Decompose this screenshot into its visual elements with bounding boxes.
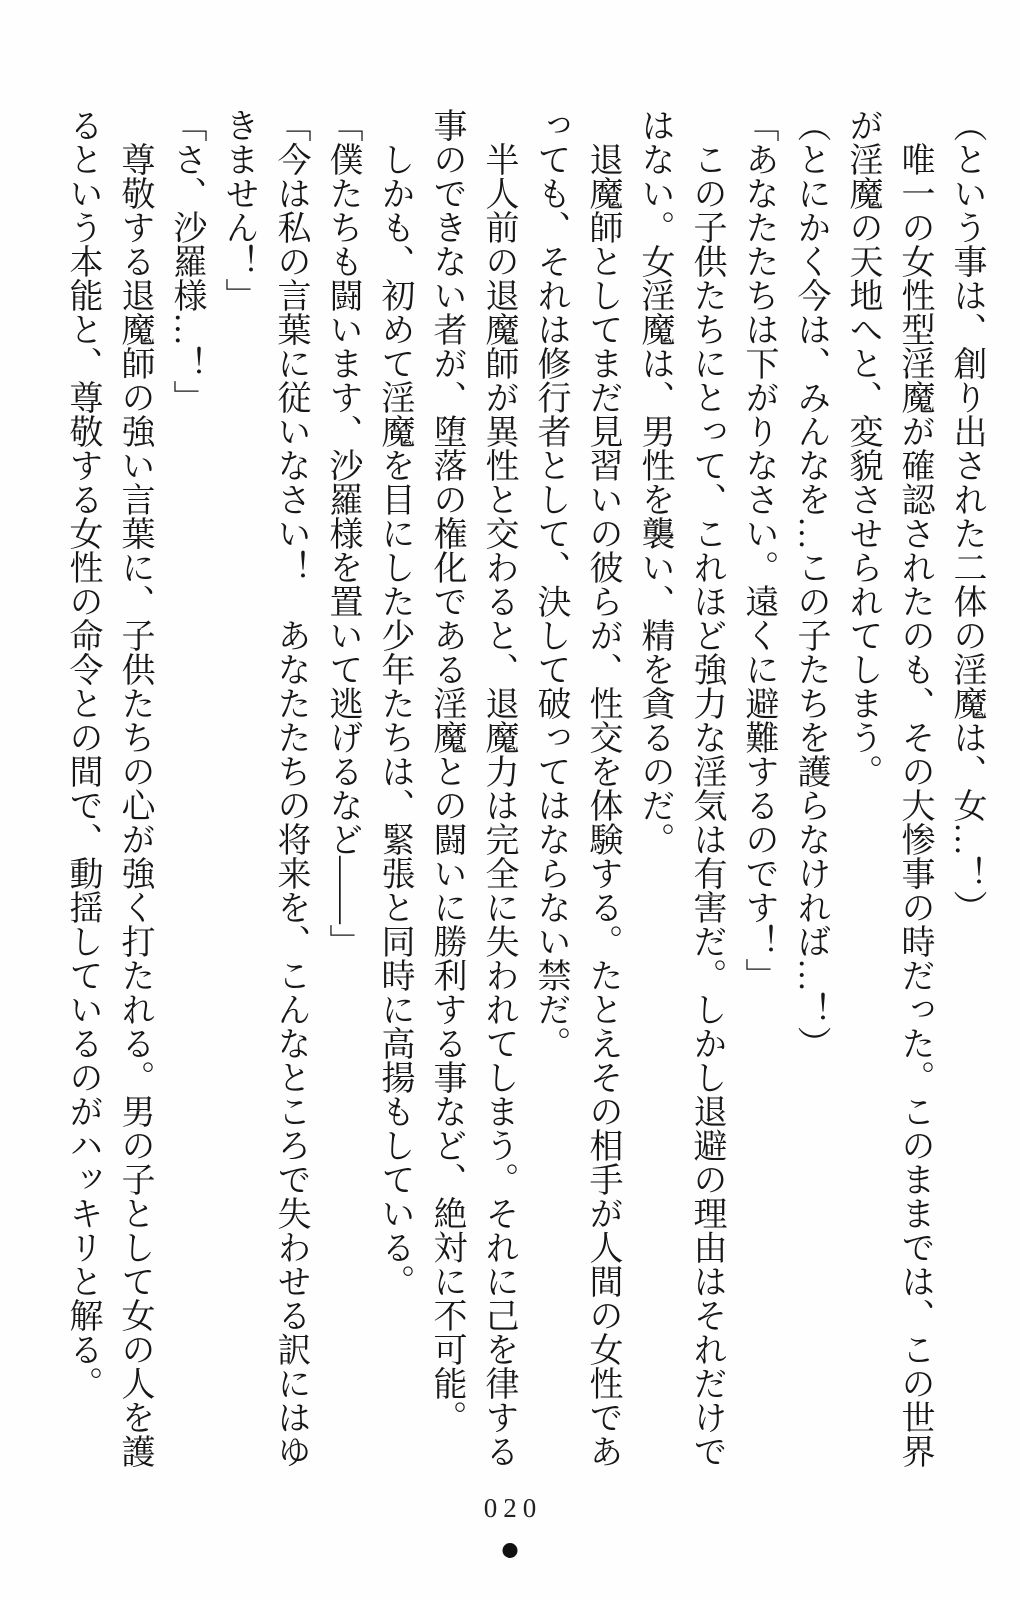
text-line: が淫魔の天地へと、変貌させられてしまう。: [844, 108, 881, 788]
text-line: るという本能と、尊敬する女性の命令との間で、動揺しているのがハッキリと解る。: [64, 108, 101, 1400]
text-line: 「さ、沙羅様…！」: [168, 108, 205, 414]
text-line: 尊敬する退魔師の強い言葉に、子供たちの心が強く打たれる。男の子として女の人を護: [116, 142, 153, 1468]
text-line: しかも、初めて淫魔を目にした少年たちは、緊張と同時に高揚もしている。: [376, 142, 413, 1298]
page-marker-dot: [503, 1543, 518, 1558]
text-line: （という事は、創り出された二体の淫魔は、女…！）: [948, 108, 985, 924]
text-line: 唯一の女性型淫魔が確認されたのも、その大惨事の時だった。このままでは、この世界: [896, 142, 933, 1468]
text-line: 半人前の退魔師が異性と交わると、退魔力は完全に失われてしまう。それに己を律する: [480, 142, 517, 1468]
text-line: 「あなたたちは下がりなさい。遠くに避難するのです！」: [740, 108, 777, 992]
text-line: きません！」: [220, 108, 257, 312]
text-line: 事のできない者が、堕落の権化である淫魔との闘いに勝利する事など、絶対に不可能。: [428, 108, 465, 1434]
text-line: （とにかく今は、みんなを…この子たちを護らなければ…！）: [792, 108, 829, 1060]
text-columns: [52, 108, 992, 1480]
text-line: この子供たちにとって、これほど強力な淫気は有害だ。しかし退避の理由はそれだけで: [688, 142, 725, 1468]
text-line: はない。女淫魔は、男性を襲い、精を貪るのだ。: [636, 108, 673, 856]
text-line: 「僕たちも闘います、沙羅様を置いて逃げるなど——」: [324, 108, 361, 958]
text-line: 「今は私の言葉に従いなさい！ あなたたちの将来を、こんなところで失わせる訳にはゆ: [272, 108, 309, 1468]
text-line: 退魔師としてまだ見習いの彼らが、性交を体験する。たとえその相手が人間の女性であ: [584, 142, 621, 1468]
text-line: っても、それは修行者として、決して破ってはならない禁だ。: [532, 108, 569, 1060]
page-number: 020: [483, 1493, 543, 1523]
